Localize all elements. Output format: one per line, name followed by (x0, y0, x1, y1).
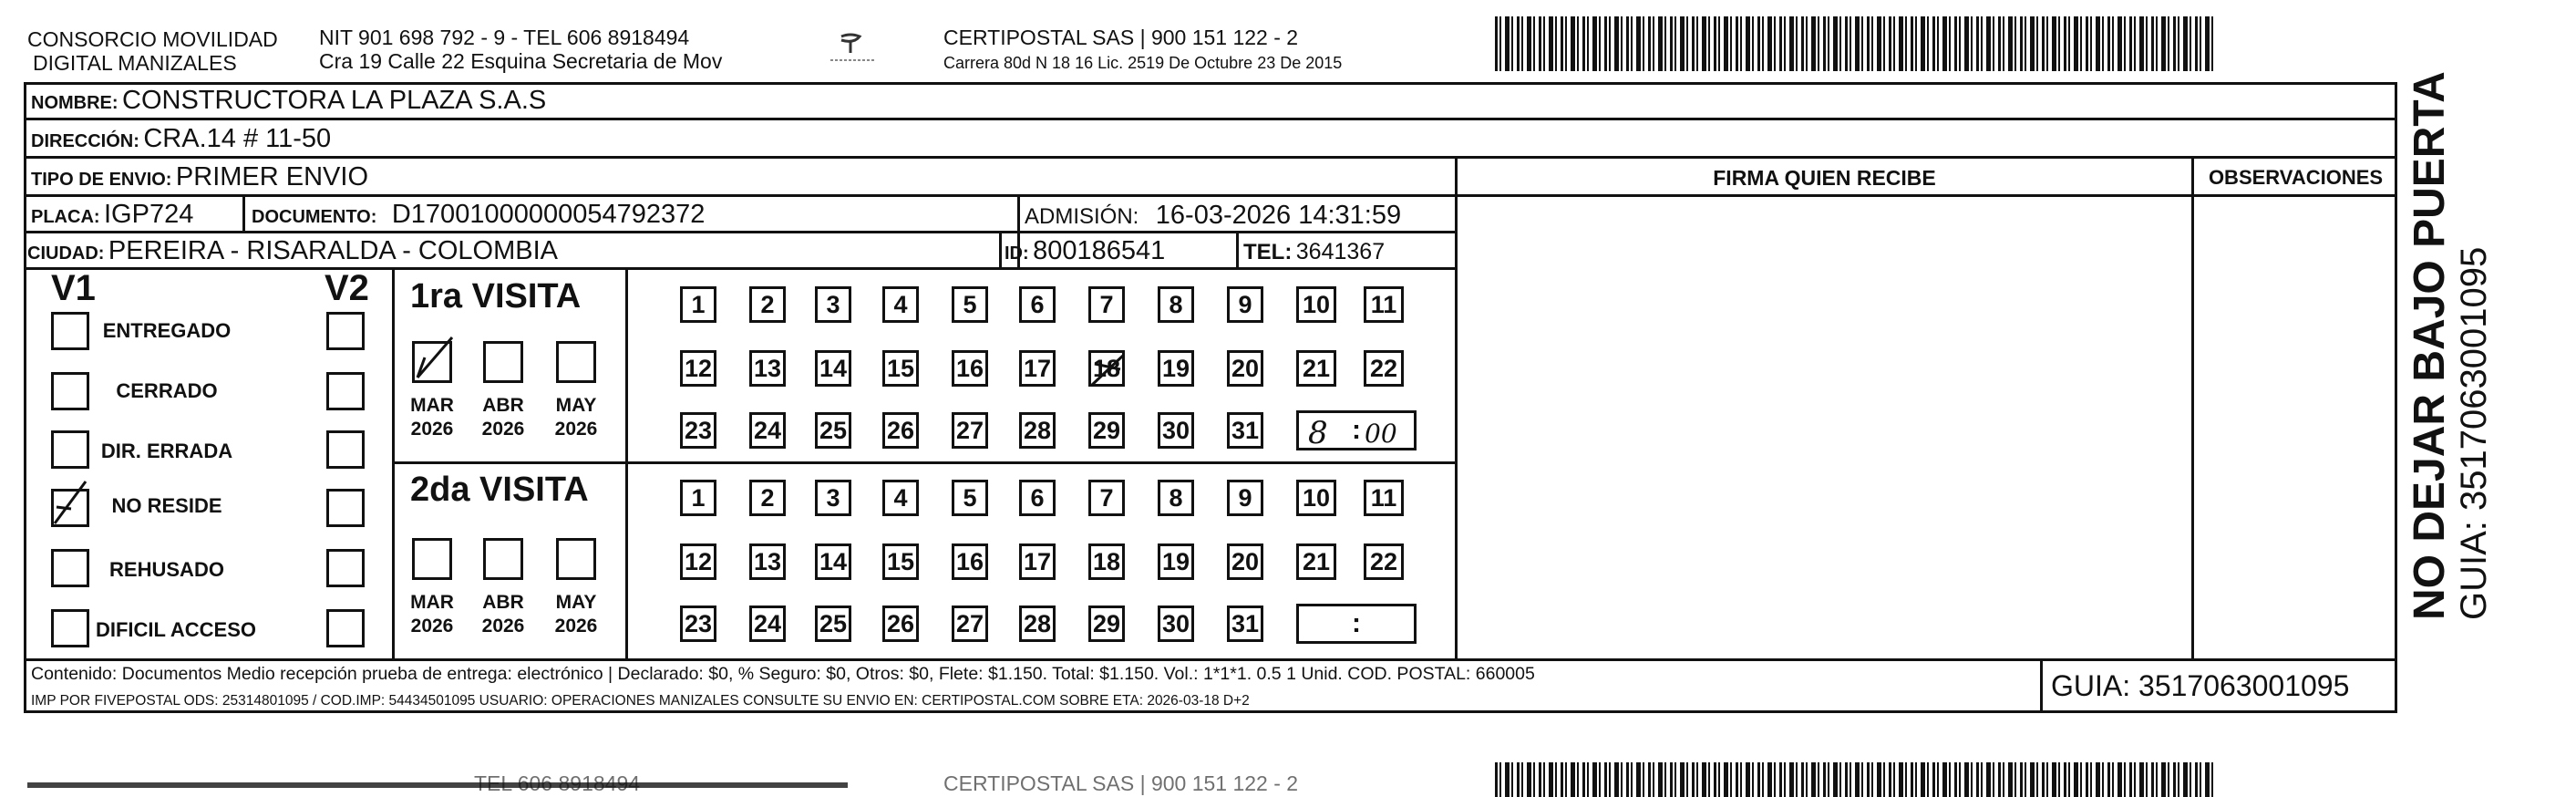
tel-label: TEL: (1243, 240, 1293, 264)
first-visit-day-25[interactable]: 25 (815, 412, 851, 449)
second-visit-day-8[interactable]: 8 (1158, 480, 1194, 516)
second-visit-day-28[interactable]: 28 (1019, 606, 1056, 642)
tipo-value: PRIMER ENVIO (175, 162, 369, 191)
documento-label: DOCUMENTO: (252, 207, 377, 227)
first-visit-day-31[interactable]: 31 (1227, 412, 1263, 449)
second-visit-day-7[interactable]: 7 (1088, 480, 1125, 516)
first-visit-day-15[interactable]: 15 (882, 350, 919, 387)
v2-checkbox-rehusado[interactable] (326, 549, 365, 587)
check-mark-icon (1087, 349, 1129, 391)
second-visit-day-27[interactable]: 27 (952, 606, 988, 642)
first-visit-day-10[interactable]: 10 (1296, 286, 1336, 323)
first-visit-day-14[interactable]: 14 (815, 350, 851, 387)
second-visit-day-4[interactable]: 4 (882, 480, 919, 516)
check-mark-icon (412, 341, 452, 383)
divider-id (999, 233, 1002, 270)
first-visit-day-12[interactable]: 12 (680, 350, 716, 387)
barcode-bottom (1495, 762, 2215, 797)
placa-field (31, 200, 193, 230)
divider-visit-title (625, 270, 628, 658)
first-visit-month-label-abr: ABR 2026 (481, 395, 525, 440)
side-warning: NO DEJAR BAJO PUERTA (2406, 71, 2454, 620)
second-visit-month-label-may: MAY 2026 (554, 592, 598, 637)
direccion-label: DIRECCIÓN: (31, 131, 139, 151)
tel-value: 3641367 (1295, 239, 1386, 264)
second-visit-day-3[interactable]: 3 (815, 480, 851, 516)
first-visit-day-13[interactable]: 13 (749, 350, 786, 387)
v2-checkbox-dir-errada[interactable] (326, 430, 365, 469)
second-visit-day-2[interactable]: 2 (749, 480, 786, 516)
second-visit-time-box[interactable] (1296, 604, 1417, 644)
placa-value: IGP724 (104, 200, 194, 229)
v2-checkbox-no-reside[interactable] (326, 489, 365, 527)
first-visit-day-29[interactable]: 29 (1088, 412, 1125, 449)
direccion-value: CRA.14 # 11-50 (143, 124, 332, 153)
certipostal-line2: Carrera 80d N 18 16 Lic. 2519 De Octubre 23 De 2015 (943, 54, 1343, 72)
first-visit-time-colon: : (1352, 415, 1361, 445)
first-visit-title: 1ra VISITA (410, 277, 582, 316)
nombre-field (31, 86, 546, 116)
second-visit-day-10[interactable]: 10 (1296, 480, 1336, 516)
documento-field (252, 200, 705, 230)
first-visit-day-19[interactable]: 19 (1158, 350, 1194, 387)
first-visit-day-18[interactable]: 18 (1088, 350, 1125, 387)
second-visit-day-1[interactable]: 1 (680, 480, 716, 516)
nombre-label: NOMBRE: (31, 93, 118, 113)
first-visit-day-4[interactable]: 4 (882, 286, 919, 323)
second-visit-day-26[interactable]: 26 (882, 606, 919, 642)
first-visit-day-1[interactable]: 1 (680, 286, 716, 323)
id-label: ID: (1005, 243, 1029, 264)
certipostal-line1: CERTIPOSTAL SAS | 900 151 122 - 2 (943, 26, 1299, 49)
barcode-top (1495, 16, 2215, 71)
admision-value: 16-03-2026 14:31:59 (1155, 201, 1402, 230)
second-visit-day-24[interactable]: 24 (749, 606, 786, 642)
firma-label: FIRMA QUIEN RECIBE (1713, 166, 1936, 190)
admision-field (1025, 201, 1401, 231)
second-visit-day-17[interactable]: 17 (1019, 543, 1056, 580)
v1-checkbox-dificil-acceso[interactable] (51, 609, 89, 647)
second-visit-day-13[interactable]: 13 (749, 543, 786, 580)
ciudad-field (27, 236, 558, 266)
second-visit-day-12[interactable]: 12 (680, 543, 716, 580)
first-visit-month-label-mar: MAR 2026 (410, 395, 454, 440)
placa-label: PLACA: (31, 207, 100, 227)
id-value: 800186541 (1033, 236, 1166, 265)
first-visit-day-3[interactable]: 3 (815, 286, 851, 323)
second-visit-day-30[interactable]: 30 (1158, 606, 1194, 642)
side-text (2406, 71, 2494, 620)
first-visit-day-16[interactable]: 16 (952, 350, 988, 387)
status-label-no-reside: NO RESIDE (111, 494, 222, 517)
tipo-label: TIPO DE ENVIO: (31, 170, 172, 190)
v1-checkbox-entregado[interactable] (51, 312, 89, 350)
status-label-dificil-acceso: DIFICIL ACCESO (95, 618, 256, 641)
second-visit-day-19[interactable]: 19 (1158, 543, 1194, 580)
company-line1: CONSORCIO MOVILIDAD (27, 27, 278, 51)
first-visit-day-23[interactable]: 23 (680, 412, 716, 449)
v2-checkbox-dificil-acceso[interactable] (326, 609, 365, 647)
tel-field (1243, 239, 1385, 265)
second-visit-month-may[interactable] (556, 538, 596, 580)
firma-signature-area[interactable] (1458, 197, 2191, 658)
company-line2: DIGITAL MANIZALES (33, 51, 237, 75)
first-visit-month-may[interactable] (556, 341, 596, 383)
first-visit-day-24[interactable]: 24 (749, 412, 786, 449)
v1-checkbox-cerrado[interactable] (51, 372, 89, 410)
v1-checkbox-no-reside[interactable] (51, 489, 89, 527)
second-visit-day-29[interactable]: 29 (1088, 606, 1125, 642)
first-visit-day-26[interactable]: 26 (882, 412, 919, 449)
second-visit-month-label-abr: ABR 2026 (481, 592, 525, 637)
second-visit-time-colon: : (1352, 608, 1361, 638)
first-visit-day-7[interactable]: 7 (1088, 286, 1125, 323)
ciudad-value: PEREIRA - RISARALDA - COLOMBIA (108, 236, 559, 265)
status-label-cerrado: CERRADO (116, 379, 218, 402)
second-visit-day-14[interactable]: 14 (815, 543, 851, 580)
second-visit-day-5[interactable]: 5 (952, 480, 988, 516)
second-visit-day-21[interactable]: 21 (1296, 543, 1336, 580)
side-guia: GUIA: 3517063001095 (2454, 246, 2494, 620)
first-visit-month-mar[interactable] (412, 341, 452, 383)
ciudad-label: CIUDAD: (27, 243, 105, 264)
first-visit-day-21[interactable]: 21 (1296, 350, 1336, 387)
company-address: Cra 19 Calle 22 Esquina Secretaria de Mov (319, 49, 723, 73)
second-visit-day-25[interactable]: 25 (815, 606, 851, 642)
row-direccion (24, 120, 2397, 159)
second-visit-month-abr[interactable] (483, 538, 523, 580)
first-visit-day-28[interactable]: 28 (1019, 412, 1056, 449)
second-visit-month-mar[interactable] (412, 538, 452, 580)
company-contact (319, 26, 722, 73)
first-visit-month-abr[interactable] (483, 341, 523, 383)
first-visit-day-6[interactable]: 6 (1019, 286, 1056, 323)
company-nit: NIT 901 698 792 - 9 - TEL 606 8918494 (319, 26, 690, 49)
first-visit-day-11[interactable]: 11 (1364, 286, 1404, 323)
first-visit-time-box[interactable] (1296, 410, 1417, 450)
tipo-field (31, 162, 368, 192)
first-visit-day-2[interactable]: 2 (749, 286, 786, 323)
status-label-rehusado: REHUSADO (109, 558, 224, 581)
second-visit-day-9[interactable]: 9 (1227, 480, 1263, 516)
divider-footer-guia (2040, 658, 2043, 713)
id-field (1005, 236, 1165, 266)
v2-header: V2 (325, 268, 369, 308)
first-visit-day-8[interactable]: 8 (1158, 286, 1194, 323)
second-visit-day-22[interactable]: 22 (1364, 543, 1404, 580)
documento-value: D17001000000054792372 (391, 200, 706, 229)
certipostal-logo-icon (825, 31, 880, 67)
first-visit-day-17[interactable]: 17 (1019, 350, 1056, 387)
divider-placa (242, 197, 245, 233)
v1-header: V1 (51, 268, 96, 308)
second-visit-day-31[interactable]: 31 (1227, 606, 1263, 642)
first-visit-day-9[interactable]: 9 (1227, 286, 1263, 323)
direccion-field (31, 124, 331, 154)
status-label-dir-errada: DIR. ERRADA (100, 440, 233, 462)
observaciones-area[interactable] (2194, 197, 2397, 658)
second-visit-day-6[interactable]: 6 (1019, 480, 1056, 516)
check-mark-icon (51, 489, 89, 527)
second-visit-day-18[interactable]: 18 (1088, 543, 1125, 580)
second-visit-title: 2da VISITA (410, 471, 589, 509)
first-visit-time-hour: 8 (1308, 415, 1328, 451)
nombre-value: CONSTRUCTORA LA PLAZA S.A.S (122, 86, 547, 115)
admision-label: ADMISIÓN: (1025, 204, 1139, 229)
second-visit-day-16[interactable]: 16 (952, 543, 988, 580)
status-label-entregado: ENTREGADO (102, 319, 232, 342)
first-visit-day-27[interactable]: 27 (952, 412, 988, 449)
second-visit-day-15[interactable]: 15 (882, 543, 919, 580)
first-visit-day-22[interactable]: 22 (1364, 350, 1404, 387)
second-visit-month-label-mar: MAR 2026 (410, 592, 454, 637)
divider-visits (395, 461, 1455, 464)
observaciones-label: OBSERVACIONES (2208, 166, 2384, 189)
company-name (27, 27, 278, 75)
first-visit-time-min: 00 (1365, 419, 1397, 449)
footer-contenido: Contenido: Documentos Medio recepción prueba de entrega: electrónico | Declarado: $0, % Seguro: $0, Otros: $0, Flete: $1.150. Total: $1.150. Vol.: 1*1*1. 0.5 1 Unid. COD. POSTAL: 660005 (31, 664, 1535, 684)
divider-status (392, 270, 395, 658)
second-visit-day-11[interactable]: 11 (1364, 480, 1404, 516)
bottom-certipostal: CERTIPOSTAL SAS | 900 151 122 - 2 (943, 771, 1299, 795)
v2-checkbox-cerrado[interactable] (326, 372, 365, 410)
v1-checkbox-rehusado[interactable] (51, 549, 89, 587)
certipostal-info (943, 26, 1342, 73)
v2-checkbox-entregado[interactable] (326, 312, 365, 350)
bottom-rule (27, 782, 848, 788)
footer-imp: IMP POR FIVEPOSTAL ODS: 25314801095 / COD.IMP: 54434501095 USUARIO: OPERACIONES MANIZALES CONSULTE SU ENVIO EN: CERTIPOSTAL.COM SOBRE ETA: 2026-03-18 D+2 (31, 693, 1250, 709)
first-visit-day-30[interactable]: 30 (1158, 412, 1194, 449)
v1-checkbox-dir-errada[interactable] (51, 430, 89, 469)
divider-tel (1236, 233, 1239, 270)
bottom-tel: TEL 606 8918494 (474, 771, 641, 795)
footer-guia: GUIA: 3517063001095 (2051, 669, 2350, 702)
first-visit-day-20[interactable]: 20 (1227, 350, 1263, 387)
second-visit-day-20[interactable]: 20 (1227, 543, 1263, 580)
first-visit-month-label-may: MAY 2026 (554, 395, 598, 440)
second-visit-day-23[interactable]: 23 (680, 606, 716, 642)
first-visit-day-5[interactable]: 5 (952, 286, 988, 323)
